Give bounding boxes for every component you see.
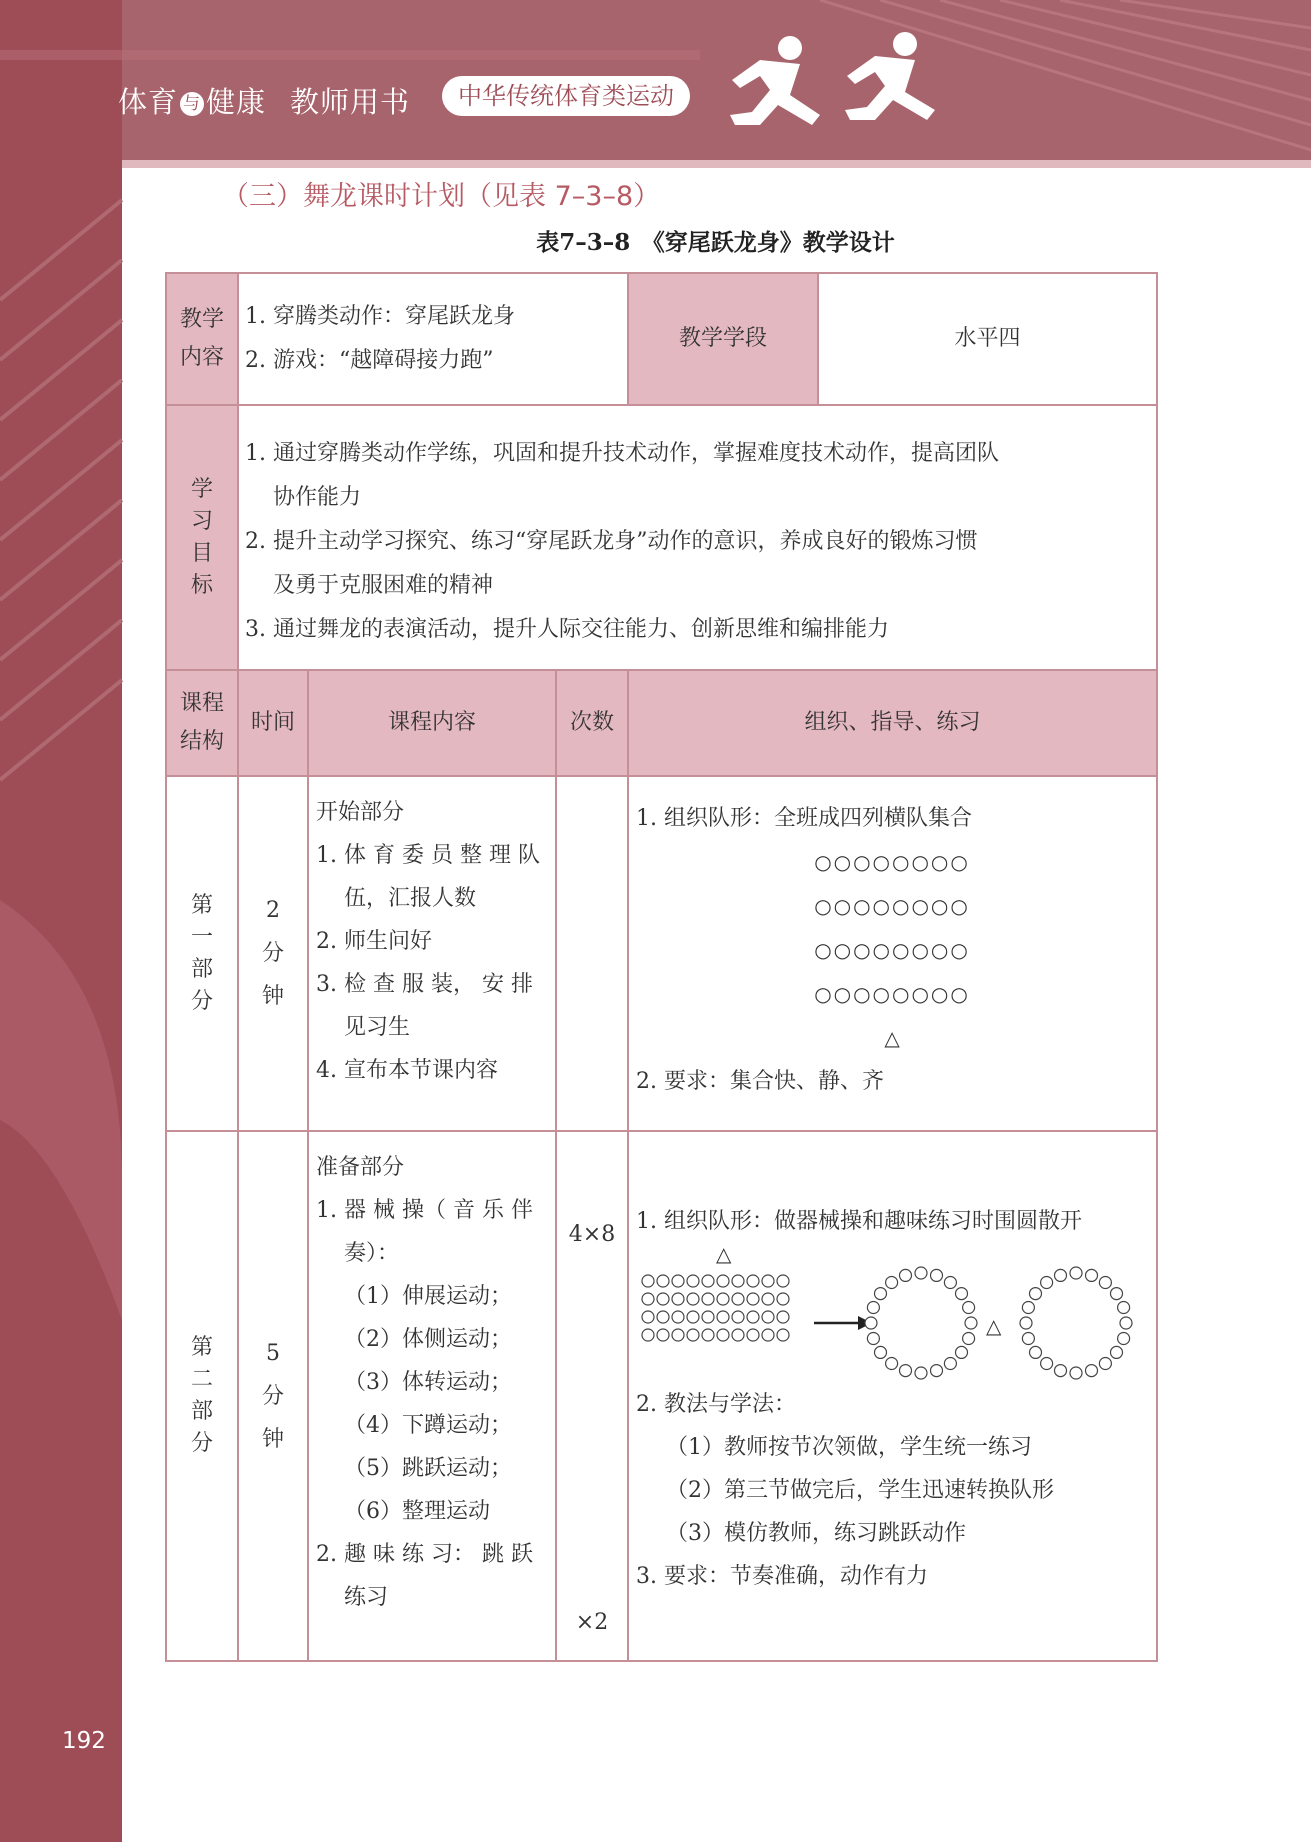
student-dot [915,1367,927,1379]
book-title-part3: 教师用书 [290,85,411,119]
student-dot [732,1275,744,1287]
header-organization: 组织、指导、练习 [628,670,1157,776]
student-dot [1086,1365,1098,1377]
student-dot [1120,1317,1132,1329]
part1-formation: 1. 组织队形：全班成四列横队集合 [636,806,973,831]
student-dot [1055,1269,1067,1281]
student-dot [672,1329,684,1341]
student-dot [657,1275,669,1287]
formation-row: ○○○○○○○○ [814,850,970,874]
reps-4x8: 4×8 [568,1222,616,1247]
student-dot [657,1329,669,1341]
student-dot [1111,1288,1123,1300]
book-title-yu-badge: 与 [180,92,204,116]
header-reps: 次数 [556,670,628,776]
student-dot [867,1302,879,1314]
reps-x2: ×2 [575,1610,609,1635]
student-dot [762,1275,774,1287]
part1-organization [628,776,1157,1131]
student-dot [965,1317,977,1329]
student-dot [762,1311,774,1323]
teacher-symbol: △ [884,1026,900,1050]
student-dot [717,1311,729,1323]
student-dot [672,1311,684,1323]
student-dot [1118,1302,1130,1314]
student-dot [1086,1269,1098,1281]
student-dot [1099,1358,1111,1370]
student-dot [747,1293,759,1305]
header-content: 课程内容 [308,670,556,776]
student-dot [687,1311,699,1323]
student-dot [702,1275,714,1287]
student-dot [777,1311,789,1323]
diagram-teacher-symbol-2: △ [986,1314,1002,1338]
page-number: 192 [62,1728,106,1754]
diagram-circle-1 [865,1267,977,1379]
part1-requirement: 2. 要求：集合快、静、齐 [636,1069,884,1094]
part2-content: 准备部分 1. 器 械 操（ 音 乐 伴 奏）： （1）伸展运动； （2）体侧运动； （3）体转运动； （4）下蹲运动； （5）跳跃运动； （6）整理运动 2. 趣 味 练 习： 跳 跃 练习 [308,1131,556,1661]
part2-requirement: 3. 要求：节奏准确，动作有力 [636,1564,928,1589]
student-dot [956,1346,968,1358]
book-title-part2: 健康 [206,85,267,119]
student-dot [1030,1288,1042,1300]
student-dot [702,1329,714,1341]
objectives-label: 学 习 目 标 [166,405,238,670]
table-caption: 表7–3–8 《穿尾跃龙身》教学设计 [536,229,895,256]
student-dot [931,1269,943,1281]
student-dot [762,1329,774,1341]
student-dot [777,1329,789,1341]
formation-row: ○○○○○○○○ [814,982,970,1006]
student-dot [1020,1317,1032,1329]
lesson-plan-table [165,272,1158,1662]
arrow-icon [814,1316,872,1330]
student-dot [777,1275,789,1287]
header-time: 时间 [238,670,308,776]
part2-time: 5 分 钟 [238,1131,308,1661]
student-dot [717,1329,729,1341]
student-dot [687,1329,699,1341]
diagram-teacher-symbol: △ [716,1243,732,1266]
student-dot [732,1293,744,1305]
student-dot [747,1275,759,1287]
student-dot [915,1267,927,1279]
table-row-content [166,273,1157,405]
table-row-part2 [166,1131,1157,1661]
student-dot [875,1346,887,1358]
chapter-pill: 中华传统体育类运动 [442,76,690,116]
student-dot [642,1293,654,1305]
part2-method: （3）模仿教师，练习跳跃动作 [666,1521,967,1546]
part2-method: （1）教师按节次领做，学生统一练习 [666,1435,1033,1460]
student-dot [1041,1277,1053,1289]
student-dot [747,1329,759,1341]
book-title-part1: 体育 [118,85,179,119]
student-dot [732,1311,744,1323]
student-dot [886,1277,898,1289]
formation-diagram [636,1243,1136,1383]
diagram-circle-2 [1020,1267,1132,1379]
table-header-row [166,670,1157,776]
part2-reps [556,1131,628,1661]
student-dot [657,1293,669,1305]
student-dot [642,1311,654,1323]
student-dot [732,1329,744,1341]
student-dot [747,1311,759,1323]
part1-reps [556,776,628,1131]
section-heading: （三）舞龙课时计划（见表 7–3–8） [222,181,661,212]
part2-method: （2）第三节做完后，学生迅速转换队形 [666,1478,1055,1503]
student-dot [1055,1365,1067,1377]
student-dot [1041,1358,1053,1370]
student-dot [762,1293,774,1305]
part2-method-title: 2. 教法与学法： [636,1392,796,1417]
student-dot [1111,1346,1123,1358]
stage-value: 水平四 [818,273,1157,405]
objectives-list: 1. 通过穿腾类动作学练，巩固和提升技术动作，掌握难度技术动作，提高团队 协作能力 2. 提升主动学习探究、练习“穿尾跃龙身”动作的意识，养成良好的锻炼习惯 及勇于克服困难的精神 3. 通过舞龙的表演活动，提升人际交往能力、创新思维和编排能力 [238,405,1157,670]
student-dot [1030,1346,1042,1358]
student-dot [963,1333,975,1345]
student-dot [672,1275,684,1287]
book-title [118,80,410,121]
formation-row: ○○○○○○○○ [814,938,970,962]
content-items: 1. 穿腾类动作：穿尾跃龙身 2. 游戏：“越障碍接力跑” [238,273,628,405]
student-dot [777,1293,789,1305]
formation-row: ○○○○○○○○ [814,894,970,918]
student-dot [886,1358,898,1370]
student-dot [900,1365,912,1377]
student-dot [944,1277,956,1289]
student-dot [931,1365,943,1377]
student-dot [875,1288,887,1300]
student-dot [900,1269,912,1281]
part1-label: 第 一 部 分 [166,776,238,1131]
diagram-grid [642,1275,789,1341]
student-dot [963,1302,975,1314]
student-dot [717,1293,729,1305]
student-dot [1118,1333,1130,1345]
student-dot [1070,1267,1082,1279]
table-row-part1 [166,776,1157,1131]
student-dot [1022,1333,1034,1345]
part2-formation: 1. 组织队形：做器械操和趣味练习时围圆散开 [636,1209,1083,1234]
part2-organization [628,1131,1157,1661]
student-dot [944,1358,956,1370]
student-dot [717,1275,729,1287]
student-dot [865,1317,877,1329]
student-dot [1070,1367,1082,1379]
student-dot [687,1293,699,1305]
student-dot [1099,1277,1111,1289]
student-dot [687,1275,699,1287]
header-structure: 课程 结构 [166,670,238,776]
student-dot [642,1329,654,1341]
part1-time: 2 分 钟 [238,776,308,1131]
stage-label: 教学学段 [628,273,818,405]
student-dot [702,1311,714,1323]
student-dot [702,1293,714,1305]
part1-content: 开始部分 1. 体 育 委 员 整 理 队 伍，汇报人数 2. 师生问好 3. 检 查 服 装， 安 排 见习生 4. 宣布本节课内容 [308,776,556,1131]
student-dot [657,1311,669,1323]
student-dot [672,1293,684,1305]
student-dot [642,1275,654,1287]
content-label: 教学 内容 [166,273,238,405]
student-dot [1022,1302,1034,1314]
table-row-objectives [166,405,1157,670]
part2-label: 第 二 部 分 [166,1131,238,1661]
student-dot [867,1333,879,1345]
student-dot [956,1288,968,1300]
